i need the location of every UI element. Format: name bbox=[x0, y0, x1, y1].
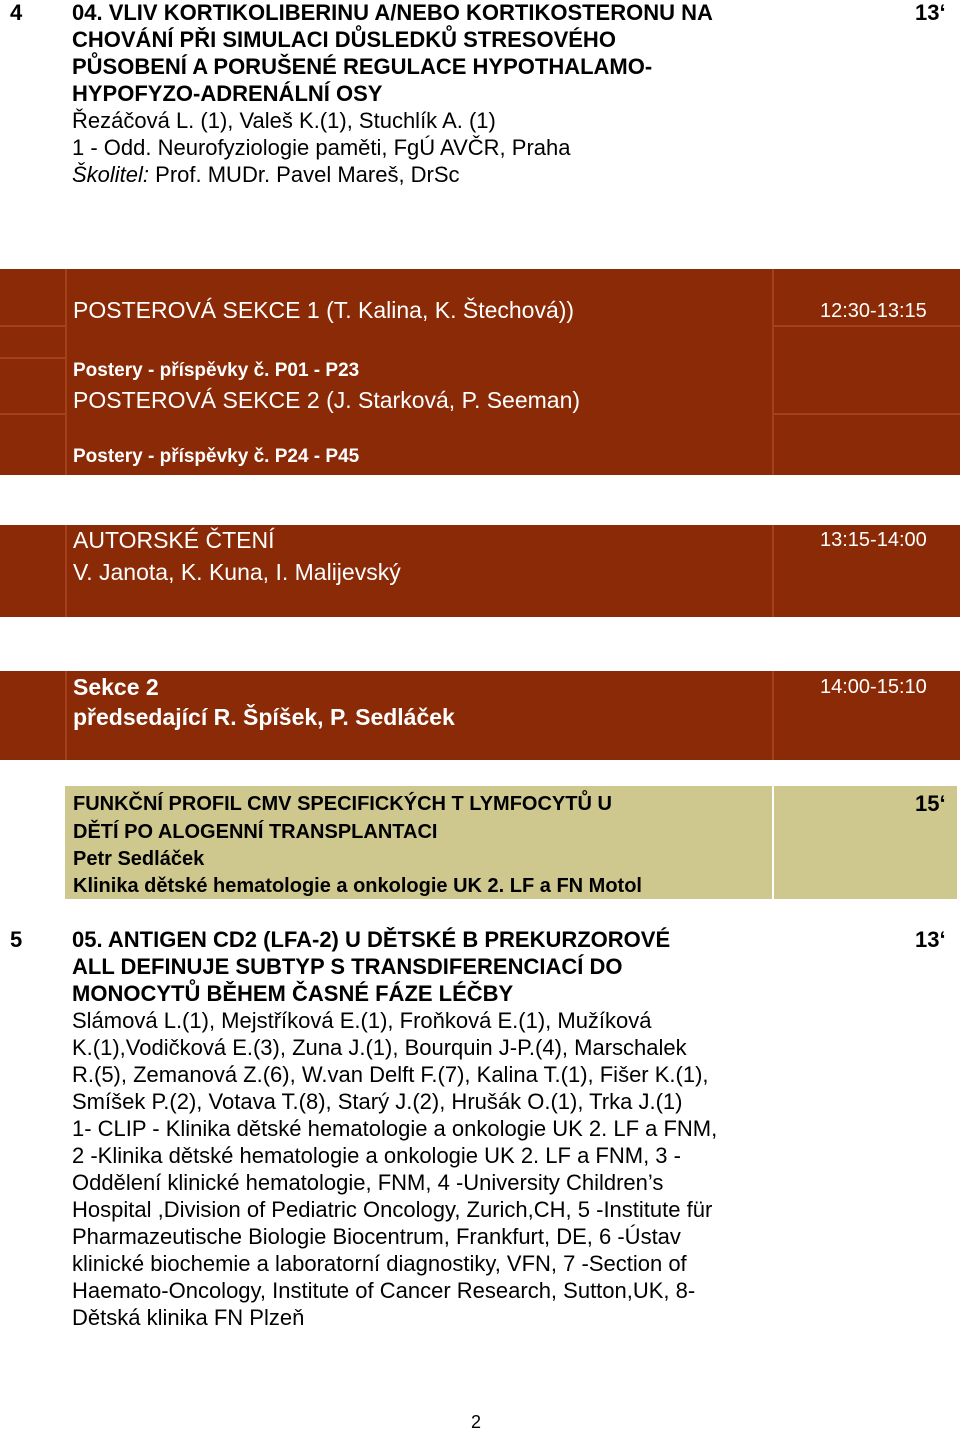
talk-body-line: Oddělení klinické hematologie, FNM, 4 -University Children’s bbox=[72, 1170, 664, 1195]
talk-title-line: 05. ANTIGEN CD2 (LFA-2) U DĚTSKÉ B PREKURZOROVÉ bbox=[72, 927, 671, 952]
band-left-column bbox=[0, 269, 67, 475]
talk-number: 4 bbox=[10, 0, 23, 25]
band-left-column bbox=[0, 671, 67, 760]
keynote-affiliation: Klinika dětské hematologie a onkologie UK 2. LF a FN Motol bbox=[73, 875, 642, 897]
band-divider bbox=[772, 671, 774, 760]
talk-authors: Řezáčová L. (1), Valeš K.(1), Stuchlík A. (1) bbox=[72, 108, 496, 133]
talk-body-line: Haemato-Oncology, Institute of Cancer Research, Sutton,UK, 8- bbox=[72, 1278, 696, 1303]
poster-session-1-time: 12:30-13:15 bbox=[820, 300, 927, 322]
talk-body-line: Hospital ,Division of Pediatric Oncology, Zurich,CH, 5 -Institute für bbox=[72, 1197, 713, 1222]
talk-title-line: 04. VLIV KORTIKOLIBERINU A/NEBO KORTIKOSTERONU NA bbox=[72, 0, 713, 25]
band-rule bbox=[0, 325, 65, 327]
section-2-time: 14:00-15:10 bbox=[820, 676, 927, 698]
talk-supervisor bbox=[72, 161, 460, 188]
talk-duration: 13‘ bbox=[915, 0, 946, 25]
talk-body-line: R.(5), Zemanová Z.(6), W.van Delft F.(7), Kalina T.(1), Fišer K.(1), bbox=[72, 1062, 709, 1087]
talk-body-line: 2 -Klinika dětské hematologie a onkologie UK 2. LF a FNM, 3 - bbox=[72, 1143, 681, 1168]
band-rule bbox=[0, 413, 65, 415]
band-divider bbox=[772, 525, 774, 617]
talk-body-line: Pharmazeutische Biologie Biocentrum, Frankfurt, DE, 6 -Ústav bbox=[72, 1224, 681, 1249]
author-reading-title: AUTORSKÉ ČTENÍ bbox=[73, 527, 275, 553]
keynote-duration: 15‘ bbox=[915, 791, 946, 816]
band-rule bbox=[774, 325, 960, 327]
poster-session-band bbox=[0, 269, 960, 475]
page-number: 2 bbox=[471, 1412, 482, 1432]
band-rule bbox=[774, 413, 960, 415]
talk-body-line: Dětská klinika FN Plzeň bbox=[72, 1305, 305, 1330]
talk-title-line: CHOVÁNÍ PŘI SIMULACI DŮSLEDKŮ STRESOVÉHO bbox=[72, 27, 616, 52]
section-2-band bbox=[0, 671, 960, 760]
talk-number: 5 bbox=[10, 927, 23, 952]
author-reading-time: 13:15-14:00 bbox=[820, 529, 927, 551]
band-divider bbox=[772, 269, 774, 475]
keynote-divider bbox=[772, 786, 774, 899]
talk-body-line: Slámová L.(1), Mejstříková E.(1), Froňková E.(1), Mužíková bbox=[72, 1008, 652, 1033]
supervisor-label: Školitel: bbox=[72, 162, 150, 187]
band-rule bbox=[0, 357, 65, 359]
keynote-title-line: DĚTÍ PO ALOGENNÍ TRANSPLANTACI bbox=[73, 821, 438, 843]
keynote-box bbox=[65, 786, 957, 899]
band-left-column bbox=[0, 525, 67, 617]
talk-title-line: ALL DEFINUJE SUBTYP S TRANSDIFERENCIACÍ DO bbox=[72, 954, 623, 979]
poster-session-2-posters: Postery - příspěvky č. P24 - P45 bbox=[73, 446, 360, 467]
poster-session-1-title: POSTEROVÁ SEKCE 1 (T. Kalina, K. Štechová)) bbox=[73, 297, 575, 323]
section-2-chairs: předsedající R. Špíšek, P. Sedláček bbox=[73, 704, 455, 730]
poster-session-2-title: POSTEROVÁ SEKCE 2 (J. Starková, P. Seeman) bbox=[73, 387, 581, 413]
author-reading-authors: V. Janota, K. Kuna, I. Malijevský bbox=[73, 559, 401, 585]
talk-duration: 13‘ bbox=[915, 927, 946, 952]
section-2-title: Sekce 2 bbox=[73, 674, 159, 700]
talk-title-line: MONOCYTŮ BĚHEM ČASNÉ FÁZE LÉČBY bbox=[72, 981, 514, 1006]
keynote-title-line: FUNKČNÍ PROFIL CMV SPECIFICKÝCH T LYMFOCYTŮ U bbox=[73, 793, 612, 815]
talk-body-line: Smíšek P.(2), Votava T.(8), Starý J.(2), Hrušák O.(1), Trka J.(1) bbox=[72, 1089, 683, 1114]
poster-session-1-posters: Postery - příspěvky č. P01 - P23 bbox=[73, 360, 360, 381]
talk-affiliation: 1 - Odd. Neurofyziologie paměti, FgÚ AVČR, Praha bbox=[72, 135, 571, 160]
keynote-speaker: Petr Sedláček bbox=[73, 848, 205, 870]
talk-body-line: K.(1),Vodičková E.(3), Zuna J.(1), Bourquin J-P.(4), Marschalek bbox=[72, 1035, 687, 1060]
talk-body-line: 1- CLIP - Klinika dětské hematologie a onkologie UK 2. LF a FNM, bbox=[72, 1116, 718, 1141]
talk-title-line: PŮSOBENÍ A PORUŠENÉ REGULACE HYPOTHALAMO- bbox=[72, 54, 653, 79]
author-reading-band bbox=[0, 525, 960, 617]
supervisor-name: Prof. MUDr. Pavel Mareš, DrSc bbox=[149, 162, 460, 187]
talk-body-line: klinické biochemie a laboratorní diagnostiky, VFN, 7 -Section of bbox=[72, 1251, 687, 1276]
talk-title-line: HYPOFYZO-ADRENÁLNÍ OSY bbox=[72, 81, 383, 106]
